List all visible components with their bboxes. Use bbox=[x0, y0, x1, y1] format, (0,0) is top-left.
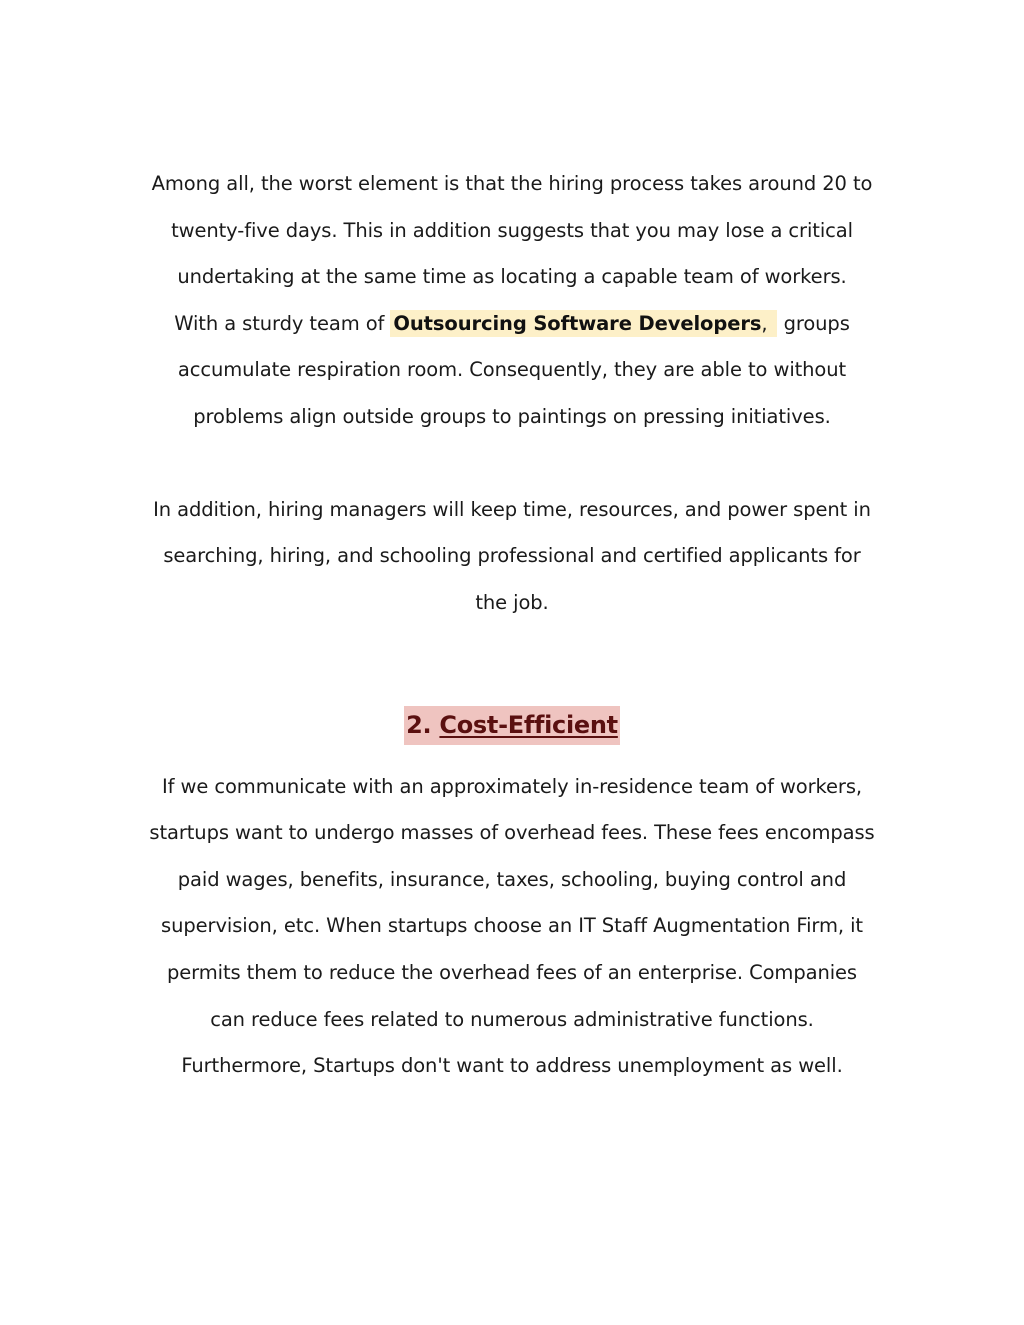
paragraph-3-line-1: If we communicate with an approximately in-residence team of workers, bbox=[161, 775, 863, 798]
paragraph-1-line-4-pre: With a sturdy team of bbox=[174, 312, 391, 335]
paragraph-3-line-6: can reduce fees related to numerous administrative functions. bbox=[210, 1008, 814, 1031]
section-heading-number: 2. bbox=[406, 711, 440, 739]
outsourcing-developers-link-text: Outsourcing Software Developers bbox=[393, 312, 762, 335]
paragraph-3-line-4: supervision, etc. When startups choose an IT Staff Augmentation Firm, it bbox=[161, 914, 863, 937]
paragraph-1-line-4 bbox=[0, 312, 1024, 336]
paragraph-1-line-5: accumulate respiration room. Consequently, they are able to without bbox=[177, 358, 847, 381]
section-heading-title: Cost-Efficient bbox=[439, 711, 618, 739]
paragraph-2-line-1: In addition, hiring managers will keep time, resources, and power spent in bbox=[153, 498, 871, 521]
paragraph-1-line-3: undertaking at the same time as locating a capable team of workers. bbox=[177, 265, 847, 288]
paragraph-3-line-5: permits them to reduce the overhead fees of an enterprise. Companies bbox=[166, 961, 857, 984]
paragraph-2-line-2: searching, hiring, and schooling professional and certified applicants for bbox=[163, 544, 861, 567]
highlight-comma: , bbox=[761, 312, 768, 335]
paragraph-1-line-2: twenty-five days. This in addition suggests that you may lose a critical bbox=[171, 219, 853, 242]
section-heading-box bbox=[404, 706, 620, 745]
paragraph-3-line-7: Furthermore, Startups don't want to address unemployment as well. bbox=[181, 1054, 843, 1077]
paragraph-3-line-3: paid wages, benefits, insurance, taxes, schooling, buying control and bbox=[177, 868, 847, 891]
section-heading bbox=[0, 706, 1024, 746]
paragraph-1-line-6: problems align outside groups to paintings on pressing initiatives. bbox=[193, 405, 831, 428]
paragraph-1-line-1: Among all, the worst element is that the hiring process takes around 20 to bbox=[151, 172, 873, 195]
paragraph-2-line-3: the job. bbox=[475, 591, 549, 614]
outsourcing-developers-highlight bbox=[390, 310, 777, 337]
paragraph-1-line-4-post: groups bbox=[777, 312, 850, 335]
paragraph-3-line-2: startups want to undergo masses of overhead fees. These fees encompass bbox=[149, 821, 875, 844]
